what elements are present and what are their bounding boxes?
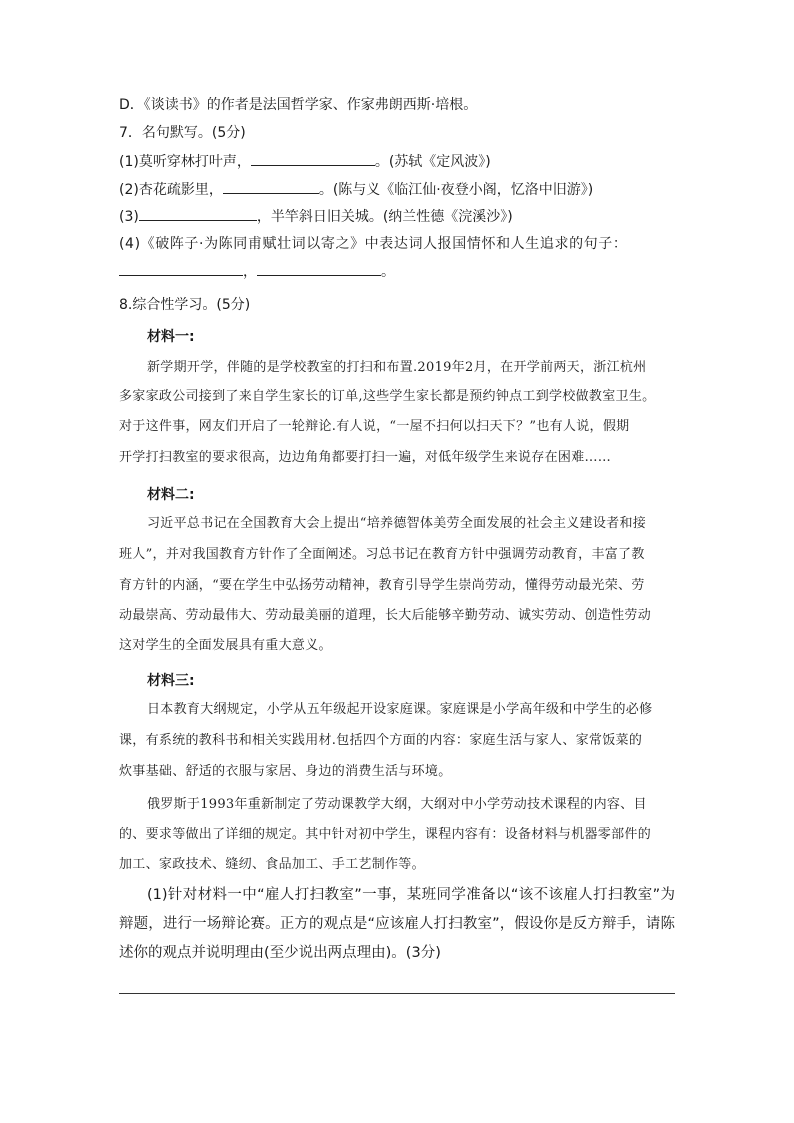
q7-item-1 — [119, 152, 491, 171]
material-3-line: 课，有系统的教科书和相关实践用材.包括四个方面的内容：家庭生活与家人、家常饭菜的 — [119, 733, 643, 748]
answer-blank[interactable] — [257, 262, 381, 276]
q7-3-source: ，半竿斜日旧关城。(纳兰性德《浣溪沙》) — [256, 209, 513, 225]
q7-title: 7．名句默写。(5分) — [119, 125, 246, 141]
q8-title: 8.综合性学习。(5分) — [119, 297, 251, 313]
material-2-line: 习近平总书记在全国教育大会上提出“培养德智体美劳全面发展的社会主义建设者和接 — [147, 516, 647, 531]
material-3b-line: 加工、家政技术、缝纫、食品加工、手工艺制作等。 — [119, 857, 425, 872]
material-3-title: 材料三: — [147, 673, 195, 689]
q7-item-3 — [119, 207, 513, 226]
q7-1-prefix: (1)莫听穿林打叶声， — [119, 154, 251, 170]
material-2-line: 这对学生的全面发展具有重大意义。 — [119, 638, 332, 653]
q7-2-source: 。(陈与义《临江仙·夜登小阁，忆洛中旧游》) — [318, 182, 594, 198]
q7-item-4: (4)《破阵子·为陈同甫赋壮词以寄之》中表达词人报国情怀和人生追求的句子： — [119, 236, 628, 252]
q8-sub-question-1: (1)针对材料一中“雇人打扫教室”一事，某班同学准备以“该不该雇人打扫教室”为辩题，进行一场辩论赛。正方的观点是“应该雇人打扫教室”，假设你是反方辩手，请陈述你的观点并说明理由(至少说出两点理由)。(3分) — [119, 887, 675, 961]
material-1-line: 多家家政公司接到了来自学生家长的订单,这些学生家长都是预约钟点工到学校做教室卫生。 — [119, 389, 656, 404]
material-3b-line: 俄罗斯于1993年重新制定了劳动课教学大纲，大纲对中小学劳动技术课程的内容、目 — [147, 797, 647, 812]
answer-blank[interactable] — [139, 207, 257, 221]
answer-blank[interactable] — [119, 262, 243, 276]
answer-line[interactable] — [119, 993, 675, 994]
material-2-line: 育方针的内涵，“要在学生中弘扬劳动精神，教育引导学生崇尚劳动，懂得劳动最光荣、劳 — [119, 578, 645, 593]
q7-item-2 — [119, 180, 593, 199]
q7-1-source: 。(苏轼《定风波》) — [374, 154, 491, 170]
q7-2-prefix: (2)杏花疏影里， — [119, 182, 223, 198]
q7-item-4-answers — [119, 262, 395, 281]
answer-blank[interactable] — [251, 152, 375, 166]
answer-blank[interactable] — [223, 180, 319, 194]
material-1-title: 材料一: — [147, 329, 195, 345]
material-1-line: 开学打扫教室的要求很高，边边角角都要打扫一遍，对低年级学生来说存在困难…… — [119, 450, 612, 465]
material-1-line: 新学期开学，伴随的是学校教室的打扫和布置.2019年2月，在开学前两天，浙江杭州 — [147, 360, 647, 375]
material-2-line: 动最崇高、劳动最伟大、劳动最美丽的道理，长大后能够辛勤劳动、诚实劳动、创造性劳动 — [119, 608, 652, 623]
q7-4-end: 。 — [381, 264, 395, 280]
option-d: D．《谈读书》的作者是法国哲学家、作家弗朗西斯·培根。 — [119, 97, 478, 113]
material-3-line: 日本教育大纲规定，小学从五年级起开设家庭课。家庭课是小学高年级和中学生的必修 — [147, 702, 653, 717]
material-3b-line: 的、要求等做出了详细的规定。其中针对初中学生，课程内容有：设备材料与机器零部件的 — [119, 827, 652, 842]
q7-4-comma: ， — [243, 264, 257, 280]
material-2-title: 材料二: — [147, 487, 195, 503]
material-3-line: 炊事基础、舒适的衣服与家居、身边的消费生活与环境。 — [119, 764, 452, 779]
material-2-line: 班人”，并对我国教育方针作了全面阐述。习总书记在教育方针中强调劳动教育，丰富了教 — [119, 547, 645, 562]
material-1-line: 对于这件事，网友们开启了一轮辩论.有人说，“一屋不扫何以扫天下？”也有人说，假期 — [119, 419, 630, 434]
q7-3-prefix: (3) — [119, 209, 139, 225]
